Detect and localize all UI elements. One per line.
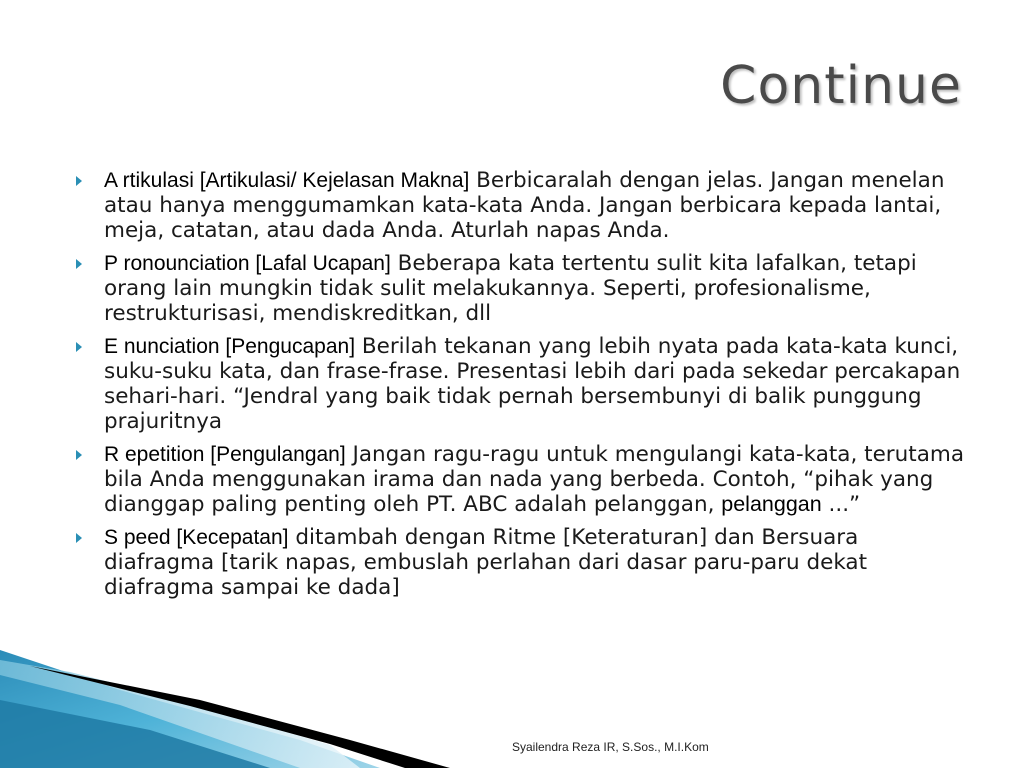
bullet-item — [74, 251, 969, 326]
bullet-text: Jangan ragu-ragu untuk mengulangi kata-kata, terutama bila Anda menggunakan irama dan nada yang berbeda. Contoh, “pihak yang dianggap paling penting oleh PT. ABC adalah pelanggan, — [104, 442, 964, 517]
bullet-item — [74, 334, 969, 434]
bullet-list — [74, 168, 969, 600]
bullet-term: E nunciation [Pengucapan] — [104, 335, 356, 358]
bullet-term: P ronounciation [Lafal Ucapan] — [104, 252, 391, 275]
bullet-term: A rtikulasi [Artikulasi/ Kejelasan Makna] — [104, 169, 470, 192]
bullet-term: R epetition [Pengulangan] — [104, 443, 346, 466]
triangle-right-icon — [76, 176, 82, 186]
bullet-text: Berilah tekanan yang lebih nyata pada kata-kata kunci, suku-suku kata, dan frase-frase. Presentasi lebih dari pada sekedar percakapan sehari-hari. “Jendral yang baik tidak pernah bersembunyi di balik punggung prajuritnya — [104, 334, 961, 434]
wave-light-band — [0, 660, 360, 768]
bullet-emphasis: pelanggan — [721, 492, 822, 516]
triangle-right-icon — [76, 450, 82, 460]
bullet-item — [74, 168, 969, 243]
wave-blue-band — [0, 650, 380, 768]
bullet-text: Beberapa kata tertentu sulit kita lafalkan, tetapi orang lain mungkin tidak sulit melakukannya. Seperti, profesionalisme, restrukturisasi, mendiskreditkan, dll — [104, 251, 917, 326]
bullet-text: ditambah dengan Ritme [Keteraturan] dan Bersuara diafragma [tarik napas, embuslah perlahan dari dasar paru-paru dekat diafragma sampai ke dada] — [104, 525, 868, 600]
bullet-item — [74, 442, 969, 517]
bullet-text: Berbicaralah dengan jelas. Jangan menelan atau hanya menggumamkan kata-kata Anda. Jangan berbicara kepada lantai, meja, catatan, atau dada Anda. Aturlah napas Anda. — [104, 168, 945, 243]
bullet-item — [74, 525, 969, 600]
wave-dark-stripe — [30, 666, 450, 768]
footer-author: Syailendra Reza IR, S.Sos., M.I.Kom — [512, 740, 709, 754]
triangle-right-icon — [76, 533, 82, 543]
slide-content — [74, 168, 969, 608]
bullet-term: S peed [Kecepatan] — [104, 526, 289, 549]
bullet-tail: ...” — [821, 492, 861, 517]
triangle-right-icon — [76, 342, 82, 352]
triangle-right-icon — [76, 259, 82, 269]
slide-title: Continue — [720, 56, 962, 116]
wave-blue-stripe — [0, 700, 270, 768]
